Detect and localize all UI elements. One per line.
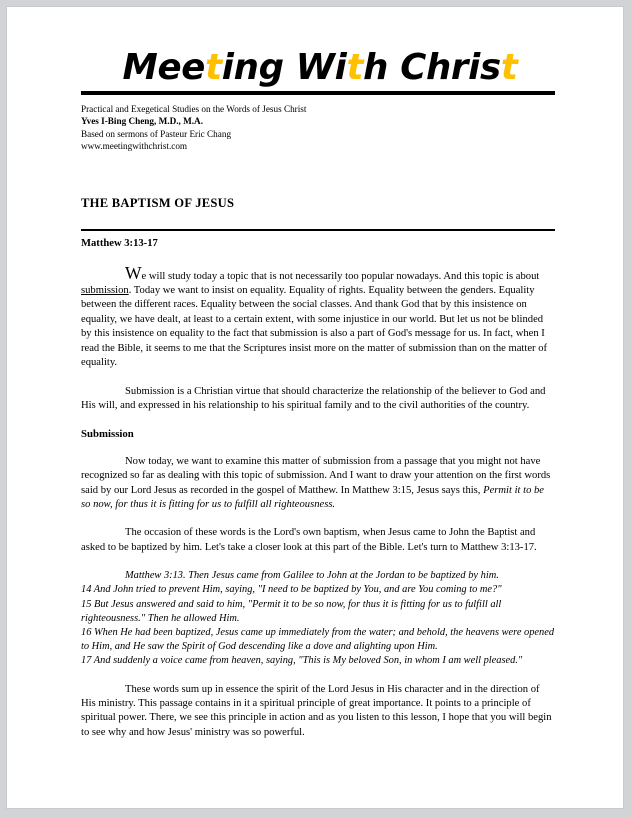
masthead-title xyxy=(81,49,555,86)
masthead-byline-block xyxy=(81,103,555,152)
paragraph-submission-definition: Submission is a Christian virtue that should characterize the relationship of the believer to God and His will, and expressed in his relationship to his spiritual family and to the civil authorities of the country. xyxy=(81,385,546,411)
masthead-tagline: Practical and Exegetical Studies on the Words of Jesus Christ xyxy=(81,104,307,115)
scripture-quote-line: 14 And John tried to prevent Him, saying, "I need to be baptized by You, and are You coming to me?" xyxy=(81,584,502,596)
underlined-term-submission: submission xyxy=(81,285,129,297)
masthead-website: www.meetingwithchrist.com xyxy=(81,140,188,151)
paragraph-intro-text-b: . Today we want to insist on equality. Equality of rights. Equality between the genders. Equality between the different races. Equality between the social classes. And thank God that by this insistence on equality, we have dealt, at least to a certain extent, with some injustice in our world. But let us not be blinded by this insistence on equality to the fact that submission is also a part of God's message for us. In fact, when I read the Bible, it seems to me that the Scriptures insist more on the matter of submission than on the matter of equality. xyxy=(81,285,548,369)
scripture-quote-block xyxy=(81,569,555,668)
scripture-quote-line: 17 And suddenly a voice came from heaven, saying, "This is My beloved Son, in whom I am well pleased." xyxy=(81,655,523,667)
document-page xyxy=(6,6,624,809)
masthead xyxy=(81,49,555,152)
masthead-divider-rule xyxy=(81,91,555,95)
page-title: THE BAPTISM OF JESUS xyxy=(81,196,235,211)
scripture-quote-line: 16 When He had been baptized, Jesus came up immediately from the water; and behold, the heavens were opened to Him, and He saw the Spirit of God descending like a dove and alighting upon Him. xyxy=(81,626,555,653)
drop-cap-letter: W xyxy=(125,262,142,283)
masthead-title-seg-3: ing Wi xyxy=(221,47,347,88)
paragraph-examine-submission xyxy=(81,455,555,513)
masthead-author: Yves I-Bing Cheng, M.D., M.A. xyxy=(81,116,203,127)
scripture-quote-line: 15 But Jesus answered and said to him, "Permit it to be so now, for thus it is fitting for us to fulfill all righteousness." Then he allowed Him. xyxy=(81,598,502,624)
page-content xyxy=(81,49,555,754)
masthead-title-seg-5: h Chris xyxy=(363,47,501,88)
paragraph-occasion: The occasion of these words is the Lord's own baptism, when Jesus came to John the Baptist and asked to be baptized by him. Let's take a closer look at this part of the Bible. Let's turn to Matthew 3:13-17. xyxy=(81,527,537,553)
masthead-credit: Based on sermons of Pasteur Eric Chang xyxy=(81,128,232,139)
masthead-title-seg-4: t xyxy=(346,47,364,88)
paragraph-summary: These words sum up in essence the spirit of the Lord Jesus in His character and in the direction of His ministry. This passage contains in it a spiritual principle of great importance. It points to a principle of spiritual power. There, we see this principle in action and as you listen to this lesson, I hope that you will begin to see why and how Jesus' ministry was so powerful. xyxy=(81,683,552,738)
title-divider-rule xyxy=(81,229,555,231)
paragraph-intro xyxy=(81,262,555,371)
paragraph-intro-text-a: e will study today a topic that is not necessarily too popular nowadays. And this topic is about xyxy=(141,270,540,282)
masthead-title-seg-1: Mee xyxy=(122,47,206,88)
masthead-title-seg-2: t xyxy=(205,47,222,88)
body-content xyxy=(81,249,555,741)
masthead-title-seg-6: t xyxy=(500,47,518,88)
scripture-reference: Matthew 3:13-17 xyxy=(81,237,158,249)
section-heading-submission: Submission xyxy=(81,428,134,441)
scripture-quote-line: Matthew 3:13. Then Jesus came from Galilee to John at the Jordan to be baptized by him. xyxy=(125,570,499,582)
paragraph-examine-text: Now today, we want to examine this matter of submission from a passage that you might not have recognized so far as dealing with this topic of submission. And I want to draw your attention on the first words said by our Lord Jesus as recorded in the gospel of Matthew. In Matthew 3:15, Jesus says this, xyxy=(81,455,551,496)
quoted-verse-inline: Permit it to be so now, for thus it is fitting for us to fulfill all righteousness. xyxy=(81,484,545,510)
